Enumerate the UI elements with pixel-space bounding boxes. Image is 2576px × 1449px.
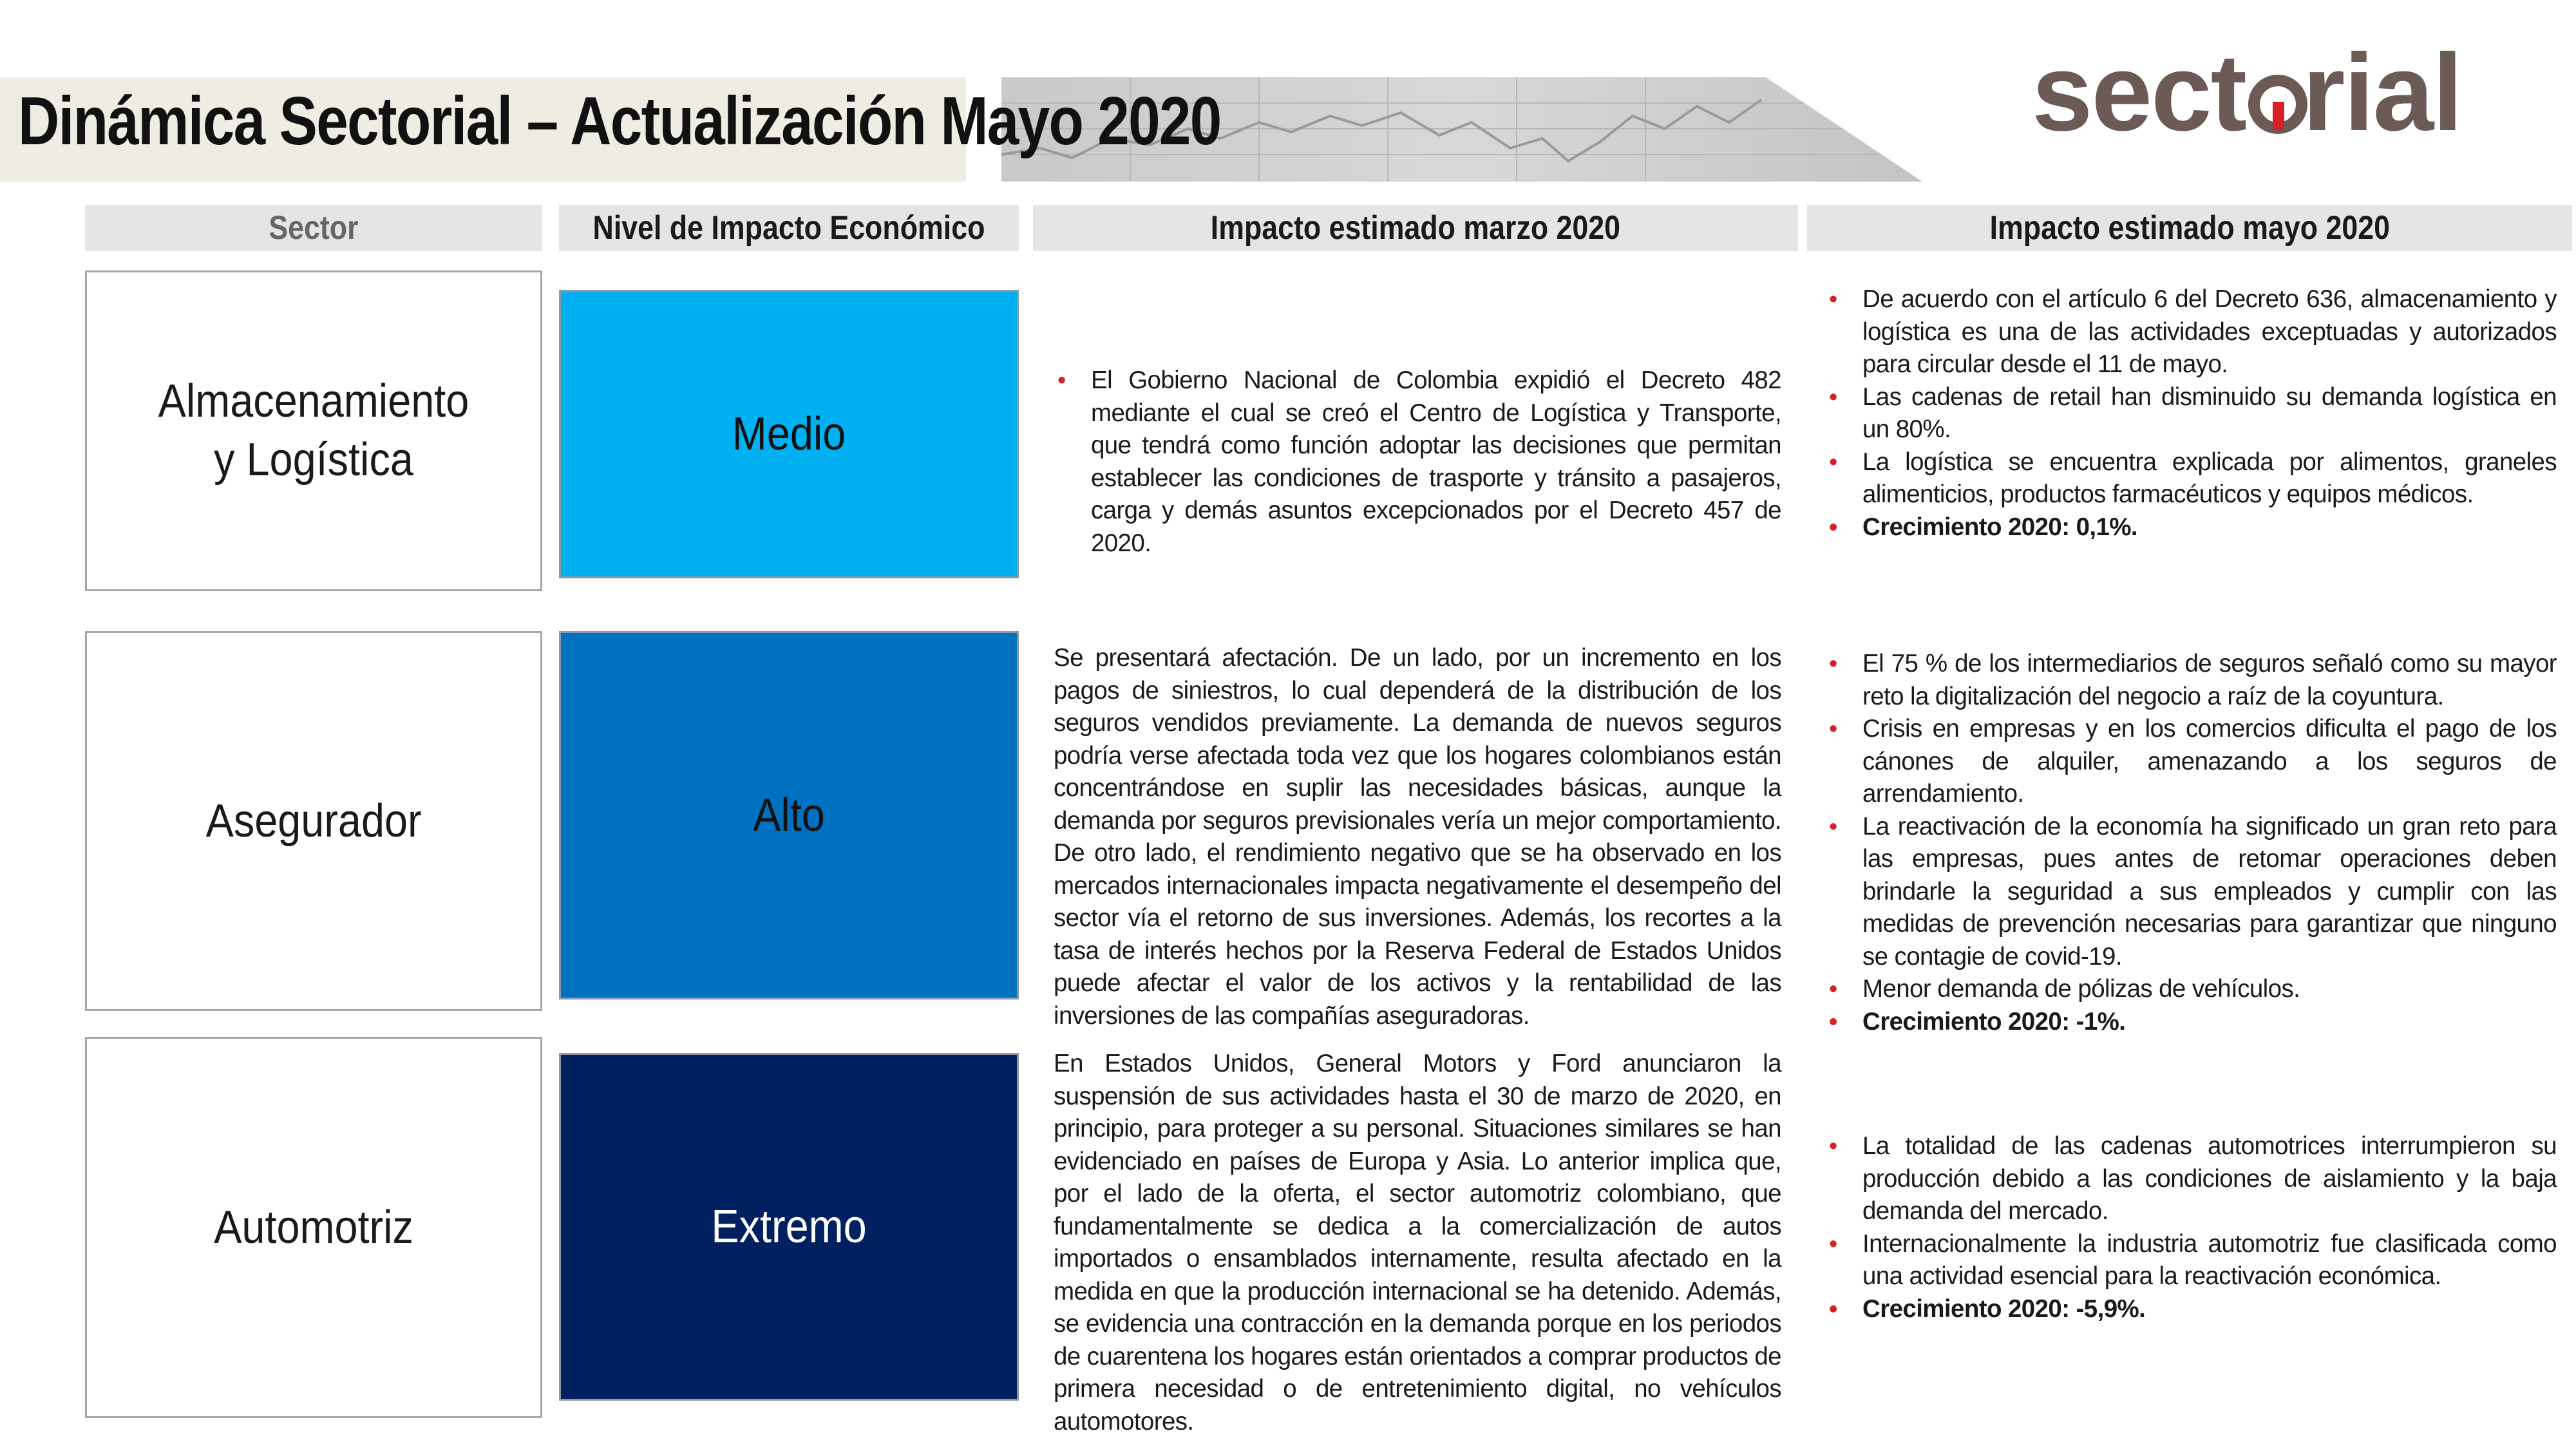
growth-almacenamiento: • Crecimiento 2020: 0,1%.: [1825, 511, 2557, 544]
list-item: • La totalidad de las cadenas automotrices interrumpieron su producción debido a las condiciones de aislamiento y la baja demanda del mercado.: [1825, 1130, 2557, 1228]
impact-level-medio: Medio: [559, 290, 1019, 578]
column-header-sector: Sector: [85, 205, 542, 251]
march-impact-asegurador: Se presentará afectación. De un lado, por un incremento en los pagos de siniestros, lo cual dependerá de la distribución de los seguros vendidos previamente. La demanda de nuevos seguros podría verse afectada toda vez que los hogares colombianos están concentrándose en suplir las necesidades básicas, aunque la demanda por seguros previsionales vería un mejor comportamiento. De otro lado, el rendimiento negativo que se ha observado en los mercados internacionales impacta negativamente el desempeño del sector vía el retorno de sus inversiones. Además, los recortes a la tasa de interés hechos por la Reserva Federal de Estados Unidos puede afectar el valor de los activos y la rentabilidad de las inversiones de las compañías aseguradoras.: [1054, 644, 1781, 1030]
list-item: • La reactivación de la economía ha significado un gran reto para las empresas, pues antes de retomar operaciones deben brindarle la seguridad a sus empleados y cumplir con las medidas de prevención necesarias para garantizar que ninguno se contagie de covid-19.: [1825, 811, 2557, 974]
column-header-impact-level: Nivel de Impacto Económico: [559, 205, 1019, 251]
list-item: • Menor demanda de pólizas de vehículos.: [1825, 973, 2557, 1006]
list-item: • El 75 % de los intermediarios de seguros señaló como su mayor reto la digitalización del negocio a raíz de la coyuntura.: [1825, 648, 2557, 713]
may-impact-asegurador: [1825, 648, 2557, 1038]
sectorial-logo: [2032, 32, 2470, 154]
march-impact-almacenamiento: [1054, 365, 1781, 560]
may-impact-automotriz: [1825, 1130, 2557, 1325]
list-item: • Las cadenas de retail han disminuido su demanda logística en un 80%.: [1825, 381, 2557, 446]
growth-automotriz: • Crecimiento 2020: -5,9%.: [1825, 1293, 2557, 1326]
impact-level-extremo: Extremo: [559, 1053, 1019, 1401]
list-item: • La logística se encuentra explicada por alimentos, graneles alimenticios, productos farmacéuticos y equipos médicos.: [1825, 446, 2557, 511]
list-item: • El Gobierno Nacional de Colombia expidió el Decreto 482 mediante el cual se creó el Centro de Logística y Transporte, que tendrá como función adoptar las decisiones que permitan establecer las condiciones de trasporte y tránsito a pasajeros, carga y demás asuntos excepcionados por el Decreto 457 de 2020.: [1054, 365, 1781, 560]
column-header-march: Impacto estimado marzo 2020: [1033, 205, 1798, 251]
logo-o-mark-icon: [2246, 41, 2302, 144]
logo-text-prefix: sect: [2032, 32, 2246, 154]
sector-cell-almacenamiento: Almacenamiento y Logística: [85, 270, 542, 591]
page-title: Dinámica Sectorial – Actualización Mayo 2020: [18, 83, 1221, 159]
march-impact-automotriz: En Estados Unidos, General Motors y Ford anunciaron la suspensión de sus actividades hasta el 30 de marzo de 2020, en principio, para proteger a su personal. Situaciones similares se han evidenciado en países de Europa y Asia. Lo anterior implica que, por el lado de la oferta, el sector automotriz colombiano, que fundamentalmente se dedica a la comercialización de autos importados o ensamblados internamente, resulta afectado en la medida en que la producción internacional se ha detenido. Además, se evidencia una contracción en la demanda porque en los periodos de cuarentena los hogares están orientados a comprar productos de primera necesidad o de entretenimiento digital, no vehículos automotores.: [1054, 1050, 1781, 1435]
list-item: • De acuerdo con el artículo 6 del Decreto 636, almacenamiento y logística es una de las actividades exceptuadas y autorizados para circular desde el 11 de mayo.: [1825, 283, 2557, 381]
logo-text-suffix: rial: [2302, 32, 2462, 154]
growth-asegurador: • Crecimiento 2020: -1%.: [1825, 1006, 2557, 1039]
column-header-may: Impacto estimado mayo 2020: [1807, 205, 2572, 251]
impact-level-alto: Alto: [559, 631, 1019, 999]
may-impact-almacenamiento: [1825, 283, 2557, 544]
sector-cell-asegurador: Asegurador: [85, 631, 542, 1011]
list-item: • Crisis en empresas y en los comercios dificulta el pago de los cánones de alquiler, amenazando a los seguros de arrendamiento.: [1825, 713, 2557, 811]
sector-cell-automotriz: Automotriz: [85, 1037, 542, 1418]
list-item: • Internacionalmente la industria automotriz fue clasificada como una actividad esencial para la reactivación económica.: [1825, 1228, 2557, 1293]
